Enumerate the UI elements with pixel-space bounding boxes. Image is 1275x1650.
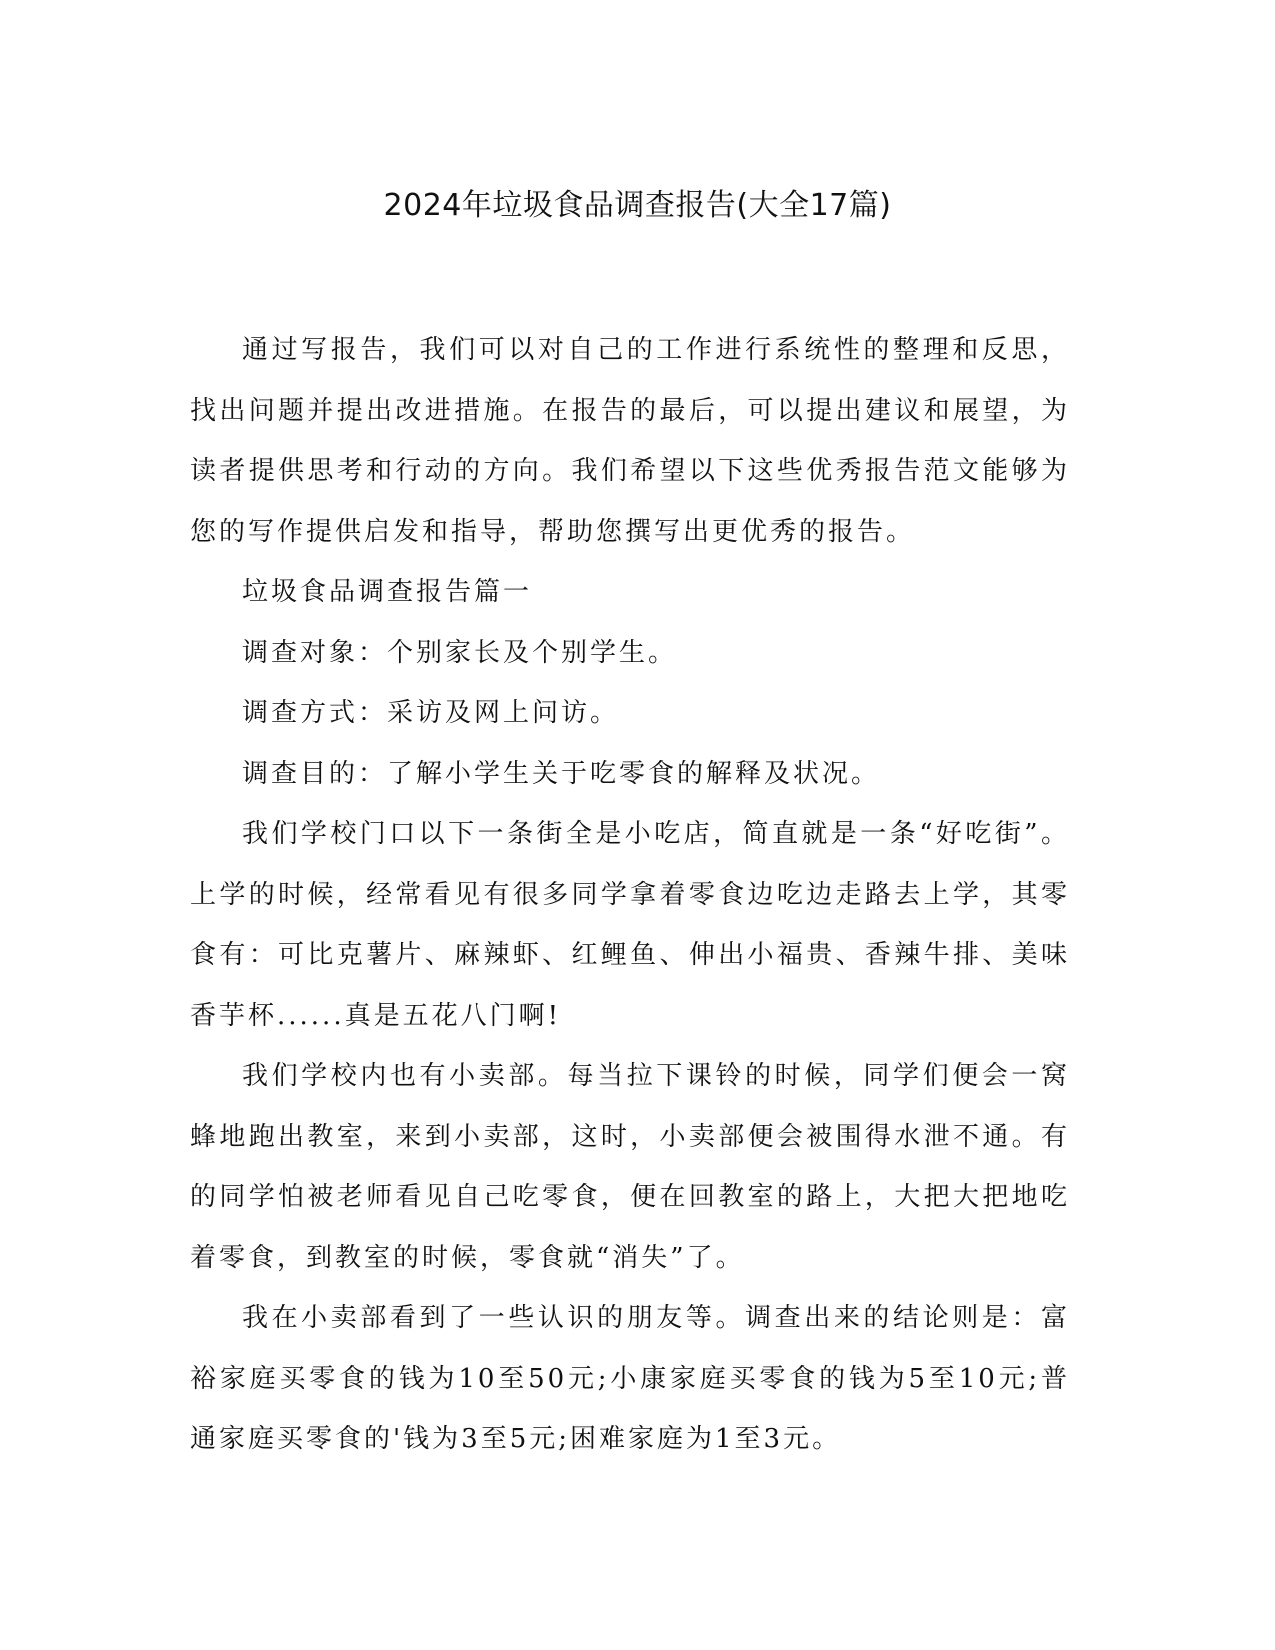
conclusion-paragraph: 我在小卖部看到了一些认识的朋友等。调查出来的结论则是：富裕家庭买零食的钱为10至50元;小康家庭买零食的钱为5至10元;普通家庭买零食的'钱为3至5元;困难家庭为1至3元。 (190, 1303, 1070, 1454)
survey-target-paragraph: 调查对象：个别家长及个别学生。 (242, 637, 678, 668)
snack-street-paragraph: 我们学校门口以下一条街全是小吃店，简直就是一条“好吃街”。上学的时候，经常看见有很多同学拿着零食边吃边走路去上学，其零食有：可比克薯片、麻辣虾、红鲤鱼、伸出小福贵、香辣牛排、美味香芋杯......真是五花八门啊! (190, 819, 1070, 1031)
school-shop-paragraph: 我们学校内也有小卖部。每当拉下课铃的时候，同学们便会一窝蜂地跑出教室，来到小卖部，这时，小卖部便会被围得水泄不通。有的同学怕被老师看见自己吃零食，便在回教室的路上，大把大把地吃着零食，到教室的时候，零食就“消失”了。 (190, 1061, 1070, 1273)
survey-method-paragraph: 调查方式：采访及网上问访。 (242, 698, 620, 728)
document-title: 2024年垃圾食品调查报告(大全17篇) (383, 188, 892, 223)
intro-paragraph: 通过写报告，我们可以对自己的工作进行系统性的整理和反思，找出问题并提出改进措施。在报告的最后，可以提出建议和展望，为读者提供思考和行动的方向。我们希望以下这些优秀报告范文能够为您的写作提供启发和指导，帮助您撰写出更优秀的报告。 (190, 335, 1070, 547)
document-body (190, 320, 1070, 1470)
survey-purpose-paragraph: 调查目的：了解小学生关于吃零食的解释及状况。 (242, 758, 881, 789)
section-heading: 垃圾食品调查报告篇一 (242, 577, 533, 607)
